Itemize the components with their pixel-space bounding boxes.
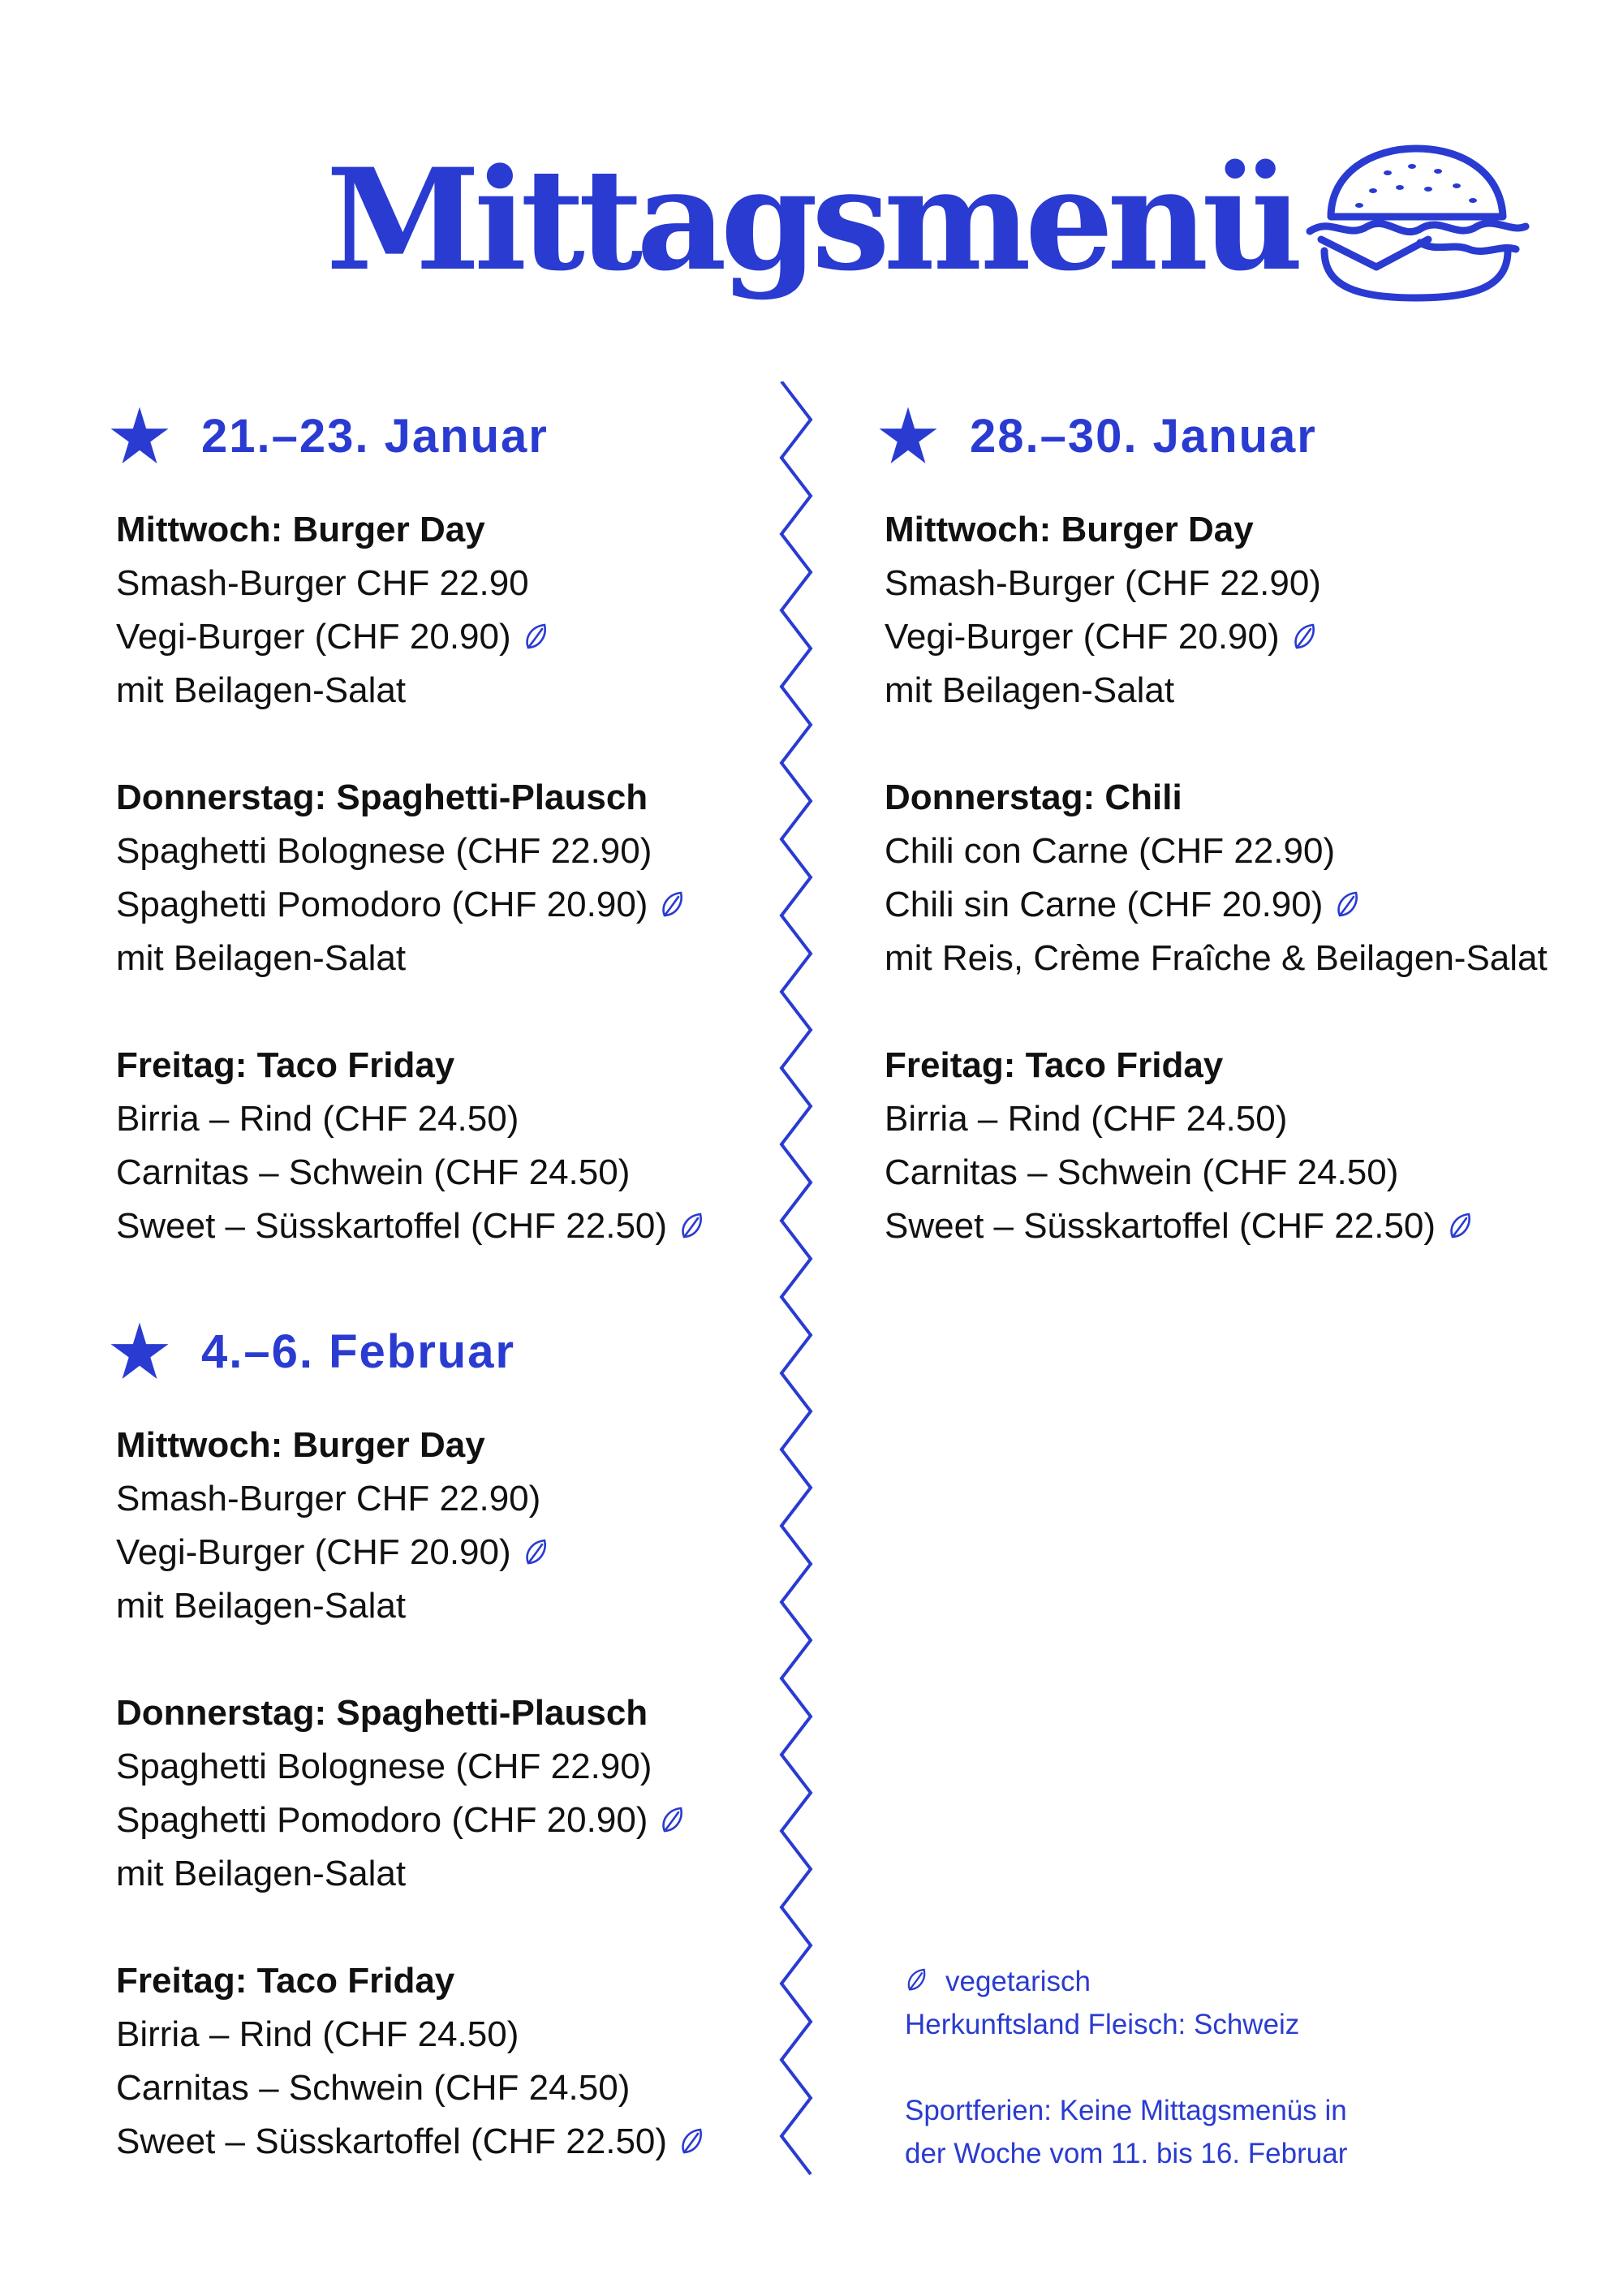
menu-item-text: Birria – Rind (CHF 24.50)	[885, 1099, 1288, 1139]
day-menu	[116, 1686, 704, 1901]
menu-item-text: Carnitas – Schwein (CHF 24.50)	[885, 1152, 1399, 1192]
day-menu	[116, 503, 704, 717]
menu-item	[116, 1526, 704, 1579]
menu-item	[116, 1579, 704, 1633]
menu-item	[885, 664, 1548, 717]
menu-item	[885, 1200, 1548, 1253]
leaf-icon	[1334, 890, 1360, 920]
week-title: 21.–23. Januar	[201, 410, 549, 463]
legend	[905, 1960, 1347, 2175]
menu-item	[116, 2115, 704, 2169]
page-title: Mittagsmenü	[325, 137, 1298, 302]
day-title: Freitag: Taco Friday	[885, 1045, 1224, 1085]
menu-item-text: Vegi-Burger (CHF 20.90)	[116, 617, 511, 657]
day-menu	[116, 771, 704, 985]
menu-item-text: Birria – Rind (CHF 24.50)	[116, 2014, 519, 2054]
holiday-note-line-2: der Woche vom 11. bis 16. Februar	[905, 2138, 1348, 2169]
menu-item	[885, 557, 1548, 610]
leaf-icon	[523, 622, 549, 652]
menu-item	[116, 1794, 704, 1847]
day-menu	[116, 1419, 704, 1633]
menu-item	[116, 610, 704, 664]
menu-item	[116, 825, 704, 878]
menu-item-text: Sweet – Süsskartoffel (CHF 22.50)	[885, 1206, 1436, 1246]
leaf-icon	[678, 1212, 704, 1241]
day-menu	[885, 1039, 1548, 1253]
leaf-icon	[1447, 1212, 1473, 1241]
day-title: Donnerstag: Spaghetti-Plausch	[116, 778, 648, 817]
menu-item-text: Vegi-Burger (CHF 20.90)	[885, 617, 1280, 657]
menu-item	[116, 932, 704, 985]
column-divider	[775, 381, 824, 2183]
week-title: 28.–30. Januar	[970, 410, 1317, 463]
menu-item-text: Spaghetti Bolognese (CHF 22.90)	[116, 1747, 652, 1786]
leaf-icon	[1291, 622, 1317, 652]
leaf-icon	[659, 1806, 685, 1835]
day-title: Mittwoch: Burger Day	[885, 510, 1254, 549]
star-icon	[110, 406, 170, 466]
day-menu	[116, 1039, 704, 1253]
menu-item-text: Vegi-Burger (CHF 20.90)	[116, 1532, 511, 1572]
menu-item-text: Smash-Burger CHF 22.90	[116, 563, 529, 603]
menu-item	[116, 664, 704, 717]
menu-item	[116, 557, 704, 610]
menu-item	[885, 878, 1548, 932]
day-title: Mittwoch: Burger Day	[116, 510, 485, 549]
menu-item	[885, 1146, 1548, 1200]
menu-item	[116, 2061, 704, 2115]
menu-item-text: Sweet – Süsskartoffel (CHF 22.50)	[116, 1206, 668, 1246]
menu-item-text: mit Beilagen-Salat	[116, 938, 407, 978]
menu-item-text: Spaghetti Pomodoro (CHF 20.90)	[116, 885, 648, 924]
menu-item	[116, 1092, 704, 1146]
leaf-icon	[905, 1967, 928, 1993]
menu-item-text: Smash-Burger (CHF 22.90)	[885, 563, 1321, 603]
legend-origin: Herkunftsland Fleisch: Schweiz	[905, 2009, 1300, 2040]
menu-item	[116, 1847, 704, 1901]
menu-item	[116, 2008, 704, 2061]
star-icon	[878, 406, 938, 466]
day-menu	[885, 771, 1548, 985]
leaf-icon	[659, 890, 685, 920]
menu-item-text: Chili sin Carne (CHF 20.90)	[885, 885, 1324, 924]
menu-item-text: mit Reis, Crème Fraîche & Beilagen-Salat	[885, 938, 1548, 978]
menu-item	[116, 1472, 704, 1526]
menu-item	[885, 610, 1548, 664]
day-menu	[885, 503, 1548, 717]
menu-item-text: Birria – Rind (CHF 24.50)	[116, 1099, 519, 1139]
menu-item	[885, 1092, 1548, 1146]
burger-icon	[1298, 142, 1534, 304]
week-title: 4.–6. Februar	[201, 1325, 516, 1378]
menu-item	[116, 1200, 704, 1253]
day-title: Freitag: Taco Friday	[116, 1961, 455, 2001]
legend-vegetarian: vegetarisch	[905, 1960, 1347, 2003]
menu-item-text: Spaghetti Bolognese (CHF 22.90)	[116, 831, 652, 871]
week-section-feb-4	[110, 1321, 704, 2169]
day-menu	[116, 1954, 704, 2169]
menu-item-text: Chili con Carne (CHF 22.90)	[885, 831, 1336, 871]
menu-item-text: mit Beilagen-Salat	[116, 1586, 407, 1626]
day-title: Freitag: Taco Friday	[116, 1045, 455, 1085]
menu-item	[885, 825, 1548, 878]
menu-item	[885, 932, 1548, 985]
menu-item-text: Carnitas – Schwein (CHF 24.50)	[116, 2068, 631, 2108]
day-title: Donnerstag: Spaghetti-Plausch	[116, 1693, 648, 1733]
menu-item	[116, 1146, 704, 1200]
holiday-note-line-1: Sportferien: Keine Mittagsmenüs in	[905, 2095, 1347, 2126]
menu-item	[116, 878, 704, 932]
day-title: Donnerstag: Chili	[885, 778, 1182, 817]
leaf-icon	[523, 1538, 549, 1567]
week-section-jan-28	[878, 406, 1548, 1253]
menu-item-text: Sweet – Süsskartoffel (CHF 22.50)	[116, 2122, 668, 2161]
menu-item-text: Smash-Burger CHF 22.90)	[116, 1479, 541, 1518]
star-icon	[110, 1321, 170, 1381]
menu-item-text: mit Beilagen-Salat	[116, 1854, 407, 1893]
week-section-jan-21	[110, 406, 704, 1253]
menu-item-text: mit Beilagen-Salat	[885, 670, 1175, 710]
menu-item-text: mit Beilagen-Salat	[116, 670, 407, 710]
leaf-icon	[678, 2127, 704, 2156]
menu-item	[116, 1740, 704, 1794]
menu-item-text: Spaghetti Pomodoro (CHF 20.90)	[116, 1800, 648, 1840]
day-title: Mittwoch: Burger Day	[116, 1425, 485, 1465]
menu-item-text: Carnitas – Schwein (CHF 24.50)	[116, 1152, 631, 1192]
